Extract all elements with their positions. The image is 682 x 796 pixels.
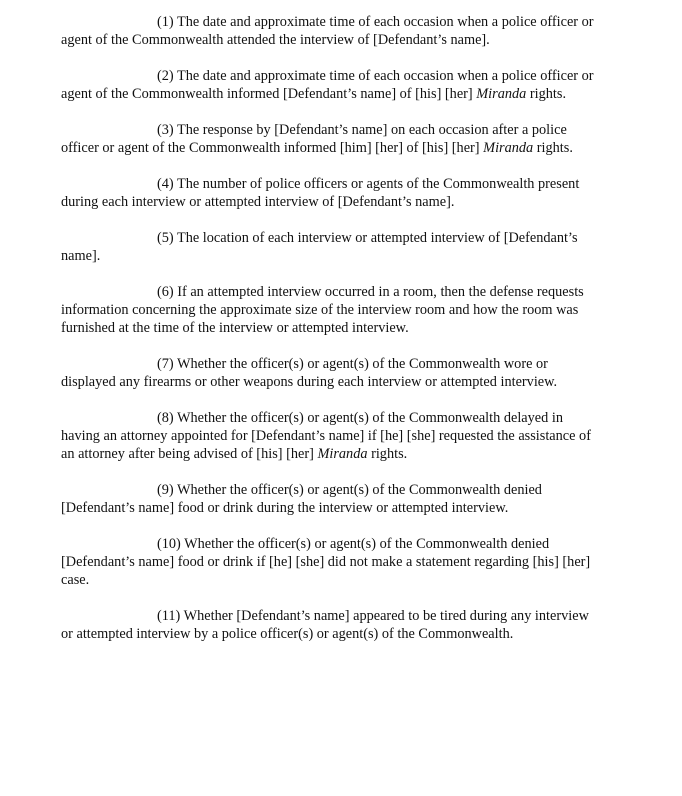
- request-item-2: [61, 67, 601, 103]
- request-item-5: [61, 229, 601, 265]
- request-item-text: (3) The response by [Defendant’s name] on each occasion after a police officer or agent of the Commonwealth informed [him] [her] of [his] [her]: [61, 122, 567, 156]
- request-item-tail: rights.: [533, 140, 573, 156]
- document-body: [61, 13, 601, 661]
- request-item-tail: rights.: [367, 446, 408, 462]
- request-item-text: (6) If an attempted interview occurred in a room, then the defense requests information concerning the approximate size of the interview room and how the room was furnished at the time of the interview or attempted interview.: [61, 284, 584, 336]
- request-item-text: (7) Whether the officer(s) or agent(s) of the Commonwealth wore or displayed any firearms or other weapons during each interview or attempted interview.: [61, 356, 558, 390]
- request-item-text: (9) Whether the officer(s) or agent(s) of the Commonwealth denied [Defendant’s name] food or drink during the interview or attempted interview.: [61, 482, 542, 516]
- request-item-italic: Miranda: [483, 140, 534, 156]
- request-item-10: [61, 535, 601, 589]
- request-item-text: (4) The number of police officers or agents of the Commonwealth present during each interview or attempted interview of [Defendant’s name].: [61, 176, 580, 210]
- request-item-text: (8) Whether the officer(s) or agent(s) of the Commonwealth delayed in having an attorney appointed for [Defendant’s name] if [he] [she] requested the assistance of an attorney after being advised of [his] [her]: [61, 410, 591, 462]
- request-item-text: (2) The date and approximate time of each occasion when a police officer or agent of the Commonwealth informed [Defendant’s name] of [his] [her]: [61, 68, 594, 102]
- request-item-8: [61, 409, 601, 463]
- request-item-text: (11) Whether [Defendant’s name] appeared to be tired during any interview or attempted interview by a police officer(s) or agent(s) of the Commonwealth.: [61, 608, 589, 642]
- request-item-4: [61, 175, 601, 211]
- request-item-9: [61, 481, 601, 517]
- request-item-11: [61, 607, 601, 643]
- request-item-italic: Miranda: [317, 446, 368, 462]
- request-item-1: [61, 13, 601, 49]
- request-item-italic: Miranda: [476, 86, 527, 102]
- request-item-6: [61, 283, 601, 337]
- request-item-text: (1) The date and approximate time of each occasion when a police officer or agent of the Commonwealth attended the interview of [Defendant’s name].: [61, 14, 594, 48]
- request-item-7: [61, 355, 601, 391]
- request-item-3: [61, 121, 601, 157]
- request-item-text: (10) Whether the officer(s) or agent(s) of the Commonwealth denied [Defendant’s name] food or drink if [he] [she] did not make a statement regarding [his] [her] case.: [61, 536, 591, 588]
- request-item-text: (5) The location of each interview or attempted interview of [Defendant’s name].: [61, 230, 578, 264]
- request-item-tail: rights.: [526, 86, 567, 102]
